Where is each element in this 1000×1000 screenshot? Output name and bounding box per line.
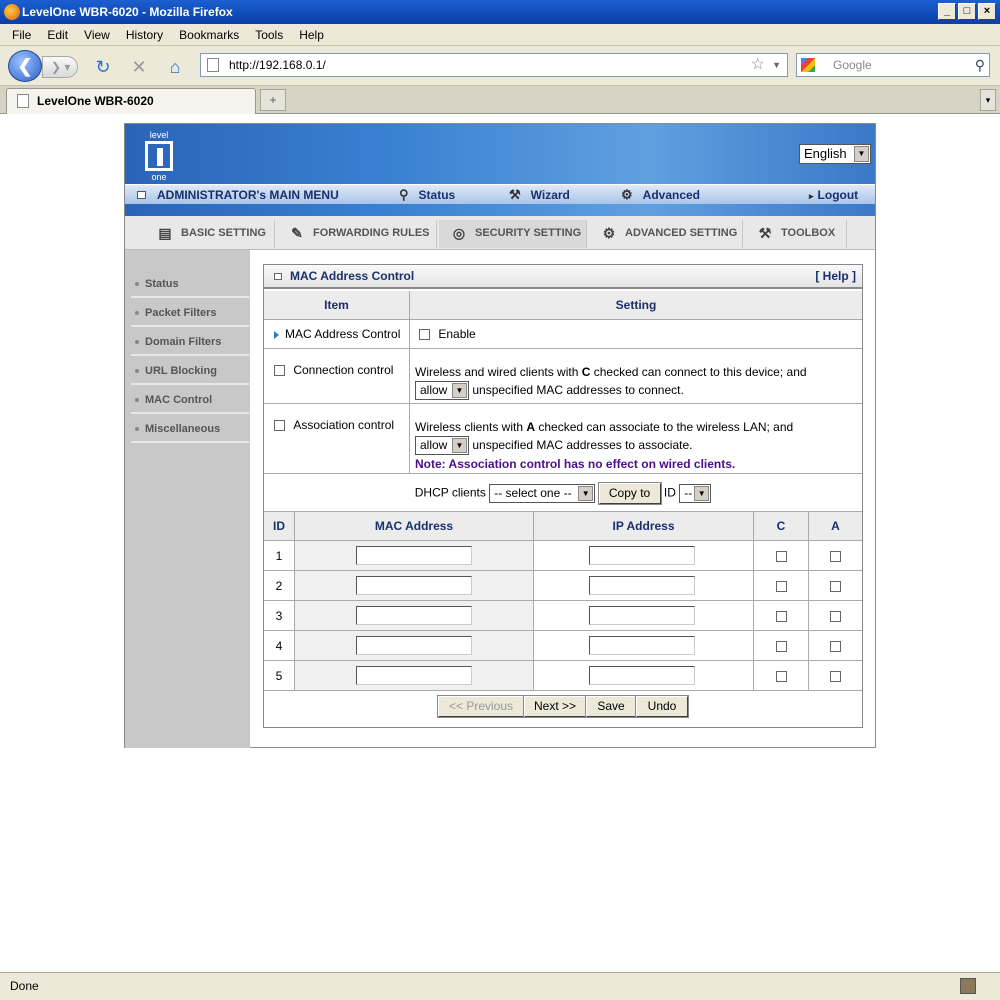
page-icon <box>207 58 219 72</box>
mac-table-header <box>264 512 862 541</box>
window-title: LevelOne WBR-6020 - Mozilla Firefox <box>22 5 233 19</box>
row-id: 5 <box>275 669 283 683</box>
mac-control-label: MAC Address Control <box>285 327 401 341</box>
mac-address-input[interactable] <box>356 606 472 625</box>
table-row <box>264 571 862 601</box>
ip-address-input[interactable] <box>589 576 695 595</box>
admin-menu-bar <box>125 184 875 204</box>
next-button[interactable]: Next >> <box>524 696 586 717</box>
main-tabs <box>125 216 875 250</box>
table-row <box>264 541 862 571</box>
ip-cell <box>534 661 753 690</box>
forwarding-rules-icon: ✎ <box>291 225 303 241</box>
help-link[interactable]: [ Help ] <box>815 269 856 283</box>
a-checkbox[interactable] <box>830 551 841 562</box>
mac-cell <box>295 601 533 630</box>
menu-bookmarks[interactable]: Bookmarks <box>179 27 240 42</box>
previous-button[interactable]: << Previous <box>438 696 524 717</box>
settings-header-row <box>264 291 862 320</box>
connection-description: Wireless and wired clients with C checked can connect to this device; and <box>415 365 807 379</box>
association-control-row <box>264 404 862 474</box>
row-id: 3 <box>275 609 283 623</box>
dhcp-row <box>264 474 862 512</box>
mac-address-input[interactable] <box>356 666 472 685</box>
addon-icon <box>960 978 976 994</box>
connection-control-row <box>264 349 862 404</box>
chevron-down-icon: ▼ <box>854 146 869 162</box>
admin-menu-title: ADMINISTRATOR's MAIN MENU <box>157 188 339 202</box>
levelone-logo <box>141 130 177 186</box>
reload-icon[interactable]: ↻ <box>95 57 111 77</box>
row-id: 1 <box>275 549 283 563</box>
google-icon[interactable] <box>801 58 815 72</box>
enable-label: Enable <box>438 327 476 341</box>
url-bar[interactable] <box>200 53 788 77</box>
c-checkbox[interactable] <box>776 641 787 652</box>
ip-address-input[interactable] <box>589 636 695 655</box>
tab-basic-setting[interactable]: ▤ BASIC SETTING <box>145 220 275 248</box>
nav-logout[interactable]: ▸ Logout <box>809 188 859 202</box>
copy-to-button[interactable]: Copy to <box>599 483 661 504</box>
search-box[interactable] <box>796 53 990 77</box>
tab-label: LevelOne WBR-6020 <box>37 94 154 108</box>
row-id: 2 <box>275 579 283 593</box>
bookmark-star-icon[interactable]: ☆ <box>750 56 765 73</box>
nav-wizard[interactable]: ⚒ Wizard <box>509 187 570 202</box>
status-bar <box>0 972 1000 1000</box>
chevron-down-icon: ▼ <box>578 486 593 501</box>
save-button[interactable]: Save <box>586 696 636 717</box>
panel-header <box>264 265 862 289</box>
connection-control-checkbox[interactable] <box>274 365 285 376</box>
association-control-checkbox[interactable] <box>274 420 285 431</box>
maximize-button[interactable]: □ <box>958 3 976 20</box>
banner <box>125 124 875 216</box>
status-icon: ⚲ <box>399 187 409 202</box>
mac-address-input[interactable] <box>356 546 472 565</box>
a-checkbox[interactable] <box>830 671 841 682</box>
a-checkbox[interactable] <box>830 611 841 622</box>
dhcp-label: DHCP clients <box>414 485 486 500</box>
menu-file[interactable]: File <box>12 27 32 42</box>
col-id: ID <box>273 519 285 533</box>
menu-tools[interactable]: Tools <box>255 27 284 42</box>
menu-view[interactable]: View <box>84 27 110 42</box>
c-checkbox[interactable] <box>776 671 787 682</box>
ip-cell <box>534 601 753 630</box>
advanced-setting-icon: ⚙ <box>602 225 616 241</box>
square-icon <box>274 273 282 280</box>
back-button[interactable]: ❮ <box>8 50 42 82</box>
undo-button[interactable]: Undo <box>636 696 688 717</box>
logo-text-bottom: one <box>151 172 167 182</box>
router-page <box>124 123 876 748</box>
sidebar <box>125 250 250 748</box>
firefox-icon <box>4 4 20 20</box>
minimize-button[interactable]: _ <box>938 3 956 20</box>
ip-cell <box>534 541 753 570</box>
panel-title: MAC Address Control <box>290 269 415 283</box>
id-label: ID <box>663 485 676 500</box>
url-text: http://192.168.0.1/ <box>229 58 326 72</box>
c-checkbox[interactable] <box>776 551 787 562</box>
logo-text-top: level <box>149 130 169 140</box>
table-row <box>264 601 862 631</box>
mac-control-panel <box>263 264 863 728</box>
status-text: Done <box>10 979 39 993</box>
tab-list-icon[interactable]: ▾ <box>980 89 996 111</box>
stop-icon[interactable]: ✕ <box>131 57 147 77</box>
basic-setting-icon: ▤ <box>158 225 172 241</box>
association-note: Note: Association control has no effect on wired clients. <box>415 457 736 472</box>
forward-button[interactable]: ❯ ▾ <box>42 56 78 78</box>
tab-advanced-setting[interactable]: ⚙ ADVANCED SETTING <box>589 220 743 248</box>
a-checkbox[interactable] <box>830 641 841 652</box>
c-checkbox[interactable] <box>776 581 787 592</box>
menu-help[interactable]: Help <box>299 27 324 42</box>
ip-address-input[interactable] <box>589 546 695 565</box>
chevron-down-icon: ▼ <box>452 383 467 398</box>
wizard-icon: ⚒ <box>509 187 521 202</box>
nav-advanced[interactable]: ⚙ Advanced <box>621 187 701 202</box>
page-icon <box>17 94 29 108</box>
sidebar-item-domain-filters[interactable]: Domain Filters <box>131 328 249 356</box>
connection-control-label: Connection control <box>293 363 394 377</box>
c-checkbox[interactable] <box>776 611 787 622</box>
square-icon <box>137 191 146 199</box>
button-row <box>264 696 862 717</box>
chevron-down-icon: ▼ <box>452 438 467 453</box>
tab-forwarding-rules[interactable]: ✎ FORWARDING RULES <box>277 220 437 248</box>
language-value: English <box>804 146 847 161</box>
connection-policy-select[interactable]: allow ▼ <box>415 381 469 400</box>
sidebar-item-url-blocking[interactable]: URL Blocking <box>131 357 249 385</box>
ip-cell <box>534 571 753 600</box>
language-select[interactable] <box>799 144 871 164</box>
new-tab-button[interactable]: + <box>260 89 286 111</box>
url-dropdown-icon[interactable]: ▼ <box>772 60 781 70</box>
mac-cell <box>295 661 533 690</box>
association-description: Wireless clients with A checked can associate to the wireless LAN; and <box>415 420 794 434</box>
col-item-header: Item <box>324 298 349 312</box>
table-row <box>264 661 862 691</box>
tab-toolbox[interactable]: ⚒ TOOLBOX <box>745 220 847 248</box>
row-id: 4 <box>275 639 283 653</box>
close-button[interactable]: × <box>978 3 996 20</box>
sidebar-item-mac-control[interactable]: MAC Control <box>131 386 249 414</box>
col-mac-address: MAC Address <box>374 519 454 533</box>
mac-cell <box>295 571 533 600</box>
dhcp-clients-select[interactable]: -- select one -- ▼ <box>489 484 595 503</box>
ip-cell <box>534 631 753 660</box>
col-c: C <box>776 519 786 533</box>
menu-bar <box>0 24 1000 46</box>
table-row <box>264 631 862 661</box>
chevron-down-icon: ▼ <box>694 486 709 501</box>
tab-bar <box>0 86 1000 114</box>
toolbox-icon: ⚒ <box>758 225 772 241</box>
col-setting-header: Setting <box>615 298 657 312</box>
security-setting-icon: ◎ <box>452 225 466 241</box>
sidebar-item-miscellaneous[interactable]: Miscellaneous <box>131 415 249 443</box>
nav-status[interactable]: ⚲ Status <box>399 187 456 202</box>
arrow-right-icon: ▸ <box>809 191 814 201</box>
mac-cell <box>295 631 533 660</box>
sidebar-item-status[interactable]: Status <box>131 270 249 298</box>
connection-suffix: unspecified MAC addresses to connect. <box>472 383 684 397</box>
enable-checkbox[interactable] <box>419 329 430 340</box>
col-ip-address: IP Address <box>612 519 675 533</box>
menu-edit[interactable]: Edit <box>47 27 69 42</box>
tab-levelone[interactable] <box>6 88 256 114</box>
id-select[interactable]: -- ▼ <box>679 484 711 503</box>
mac-cell <box>295 541 533 570</box>
page-content <box>4 114 996 972</box>
ip-address-input[interactable] <box>589 666 695 685</box>
association-suffix: unspecified MAC addresses to associate. <box>472 438 693 452</box>
arrow-right-icon <box>274 331 279 339</box>
search-placeholder: Google <box>833 58 872 72</box>
window-title-bar <box>0 0 1000 24</box>
advanced-icon: ⚙ <box>621 187 633 202</box>
mac-address-input[interactable] <box>356 636 472 655</box>
association-control-label: Association control <box>293 418 395 432</box>
col-a: A <box>831 519 840 533</box>
a-checkbox[interactable] <box>830 581 841 592</box>
mac-control-row <box>264 320 862 349</box>
mac-address-input[interactable] <box>356 576 472 595</box>
menu-history[interactable]: History <box>125 27 164 42</box>
ip-address-input[interactable] <box>589 606 695 625</box>
home-icon[interactable]: ⌂ <box>169 57 181 77</box>
tab-security-setting[interactable]: ◎ SECURITY SETTING <box>439 220 587 248</box>
association-policy-select[interactable]: allow ▼ <box>415 436 469 455</box>
sidebar-item-packet-filters[interactable]: Packet Filters <box>131 299 249 327</box>
search-icon[interactable]: ⚲ <box>974 57 985 73</box>
